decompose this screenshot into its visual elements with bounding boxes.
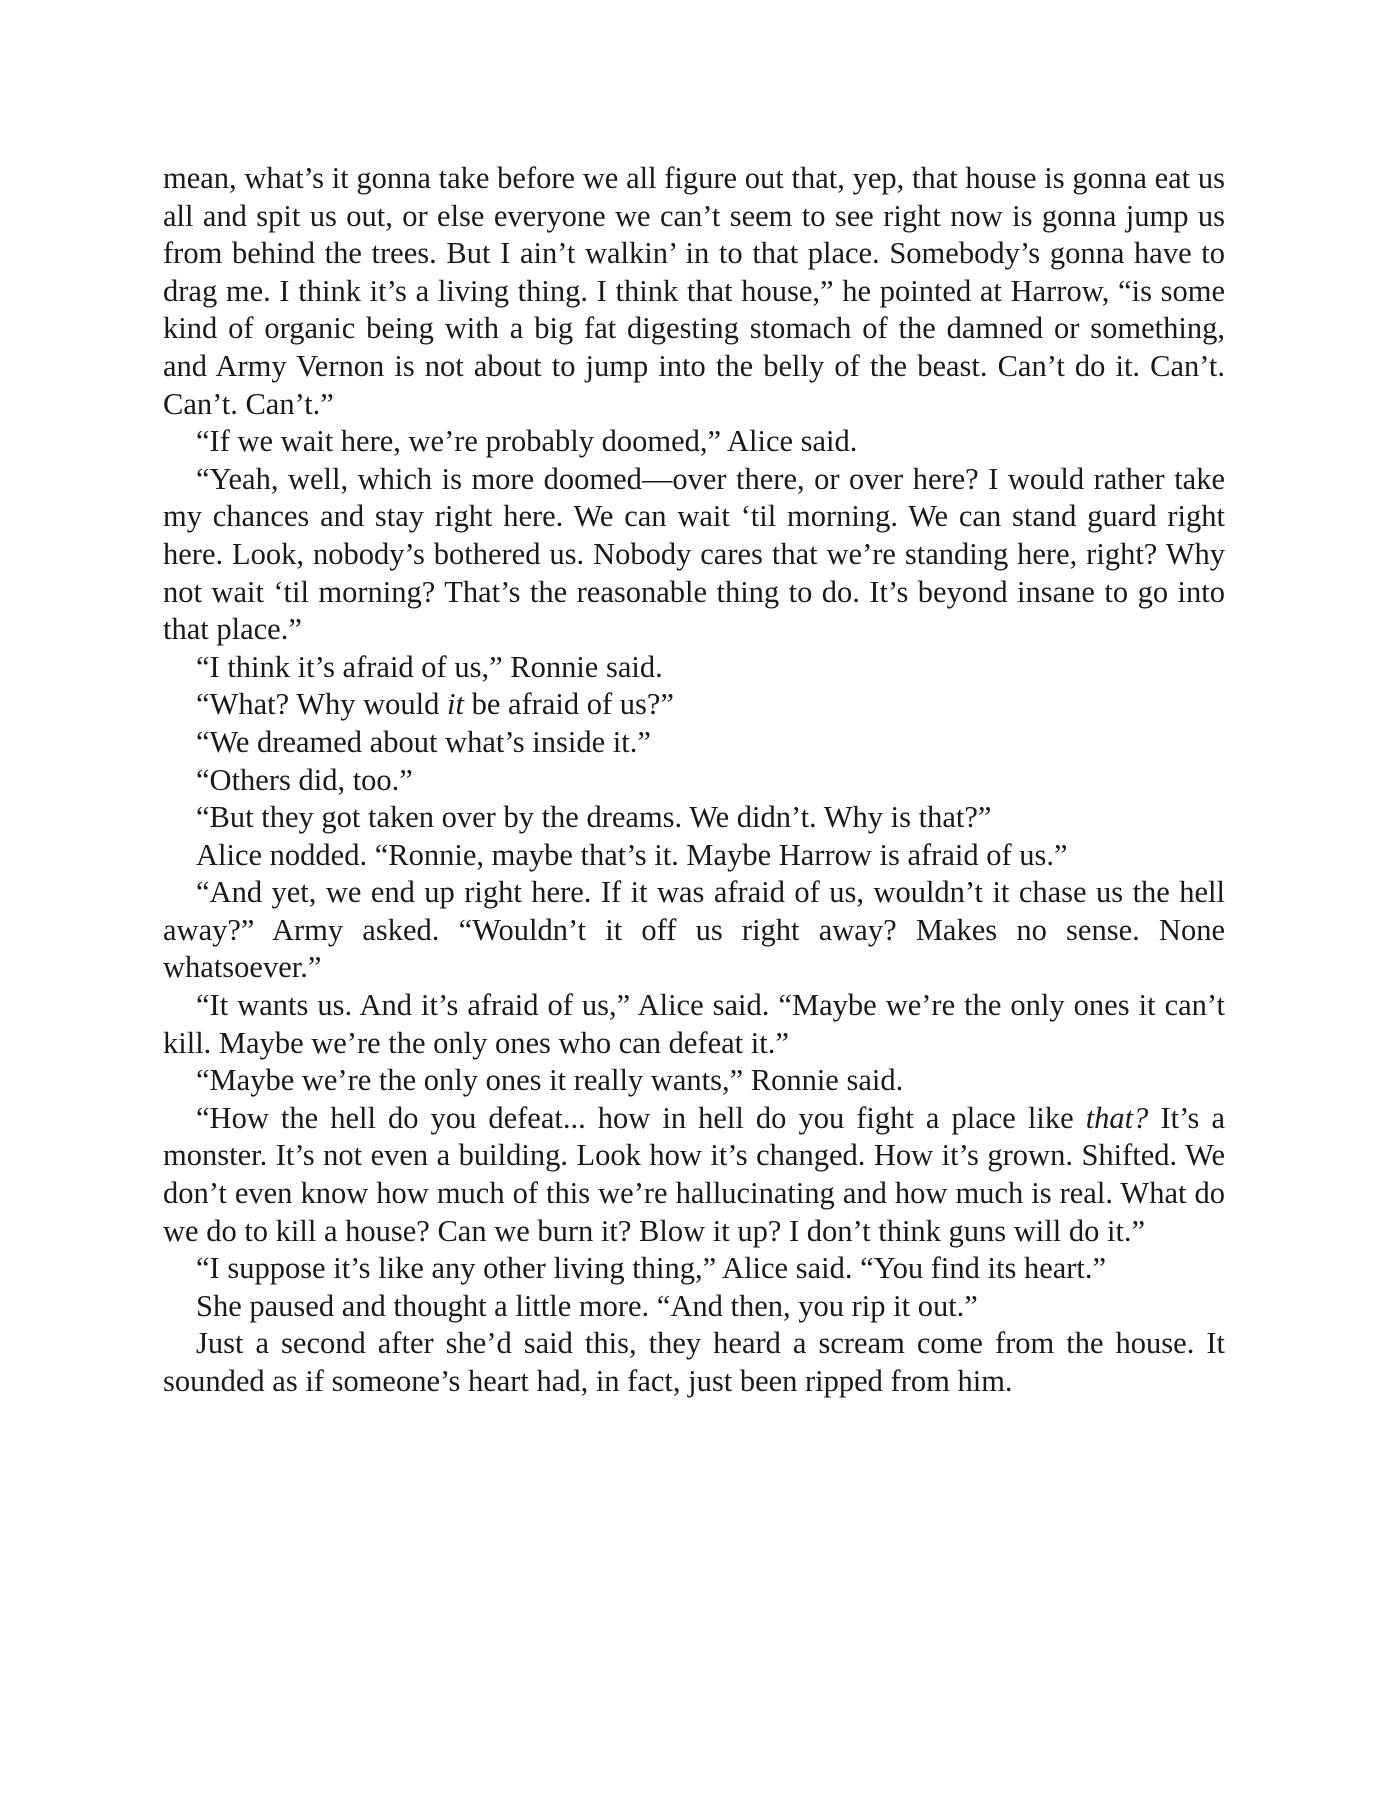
text-run: “Yeah, well, which is more doomed—over there, or over here? I would rather take my chances and stay right here. We can wait ‘til morning. We can stand guard right here. Look, nobody’s bothered us. Nobody cares that we’re standing here, right? Why not wait ‘til morning? That’s the reasonable thing to do. It’s beyond insane to go into that place.” — [163, 461, 1225, 647]
text-run: Alice nodded. “Ronnie, maybe that’s it. Maybe Harrow is afraid of us.” — [196, 837, 1068, 872]
paragraph-p15 — [163, 1288, 1225, 1326]
page-text-body — [163, 160, 1225, 1401]
text-run: It’s a monster. It’s not even a building. Look how it’s changed. How it’s grown. Shifted. We don’t even know how much of this we’re hallucinating and how much is real. What do we do to kill a house? Can we burn it? Blow it up? I don’t think guns will do it.” — [163, 1100, 1226, 1248]
italic-emphasis: that? — [1085, 1100, 1149, 1135]
text-run: “I think it’s afraid of us,” Ronnie said. — [196, 649, 663, 684]
text-run: She paused and thought a little more. “And then, you rip it out.” — [196, 1288, 978, 1323]
paragraph-p2 — [163, 423, 1225, 461]
text-run: “How the hell do you defeat... how in hell do you fight a place like — [196, 1100, 1086, 1135]
paragraph-p4 — [163, 649, 1225, 687]
text-run: mean, what’s it gonna take before we all figure out that, yep, that house is gonna eat us all and spit us out, or else everyone we can’t seem to see right now is gonna jump us from behind the trees. But I ain’t walkin’ in to that place. Somebody’s gonna have to drag me. I think it’s a living thing. I think that house,” he pointed at Harrow, “is some kind of organic being with a big fat digesting stomach of the damned or something, and Army Vernon is not about to jump into the belly of the beast. Can’t do it. Can’t. Can’t. Can’t.” — [163, 161, 1225, 421]
paragraph-p8 — [163, 799, 1225, 837]
book-page — [163, 160, 1225, 1401]
paragraph-p3 — [163, 461, 1225, 649]
paragraph-p7 — [163, 762, 1225, 800]
paragraph-p9 — [163, 837, 1225, 875]
paragraph-p13 — [163, 1100, 1225, 1250]
text-run: “What? Why would — [196, 687, 447, 722]
paragraph-p12 — [163, 1062, 1225, 1100]
paragraph-p11 — [163, 987, 1225, 1062]
italic-emphasis: it — [447, 687, 464, 722]
text-run: “But they got taken over by the dreams. We didn’t. Why is that?” — [196, 800, 992, 835]
text-run: Just a second after she’d said this, they heard a scream come from the house. It sounded as if someone’s heart had, in fact, just been ripped from him. — [163, 1326, 1225, 1398]
text-run: “I suppose it’s like any other living thing,” Alice said. “You find its heart.” — [196, 1251, 1107, 1286]
text-run: “If we wait here, we’re probably doomed,” Alice said. — [196, 424, 858, 459]
paragraph-p10 — [163, 874, 1225, 987]
text-run: “Others did, too.” — [196, 762, 413, 797]
text-run: be afraid of us?” — [463, 687, 674, 722]
paragraph-p6 — [163, 724, 1225, 762]
paragraph-p1 — [163, 160, 1225, 423]
text-run: “And yet, we end up right here. If it was afraid of us, wouldn’t it chase us the hell away?” Army asked. “Wouldn’t it off us right away? Makes no sense. None whatsoever.” — [163, 875, 1225, 985]
text-run: “Maybe we’re the only ones it really wants,” Ronnie said. — [196, 1063, 904, 1098]
text-run: “It wants us. And it’s afraid of us,” Alice said. “Maybe we’re the only ones it can’t kill. Maybe we’re the only ones who can defeat it.” — [163, 988, 1225, 1060]
paragraph-p14 — [163, 1250, 1225, 1288]
paragraph-p5 — [163, 686, 1225, 724]
paragraph-p16 — [163, 1325, 1225, 1400]
text-run: “We dreamed about what’s inside it.” — [196, 724, 651, 759]
